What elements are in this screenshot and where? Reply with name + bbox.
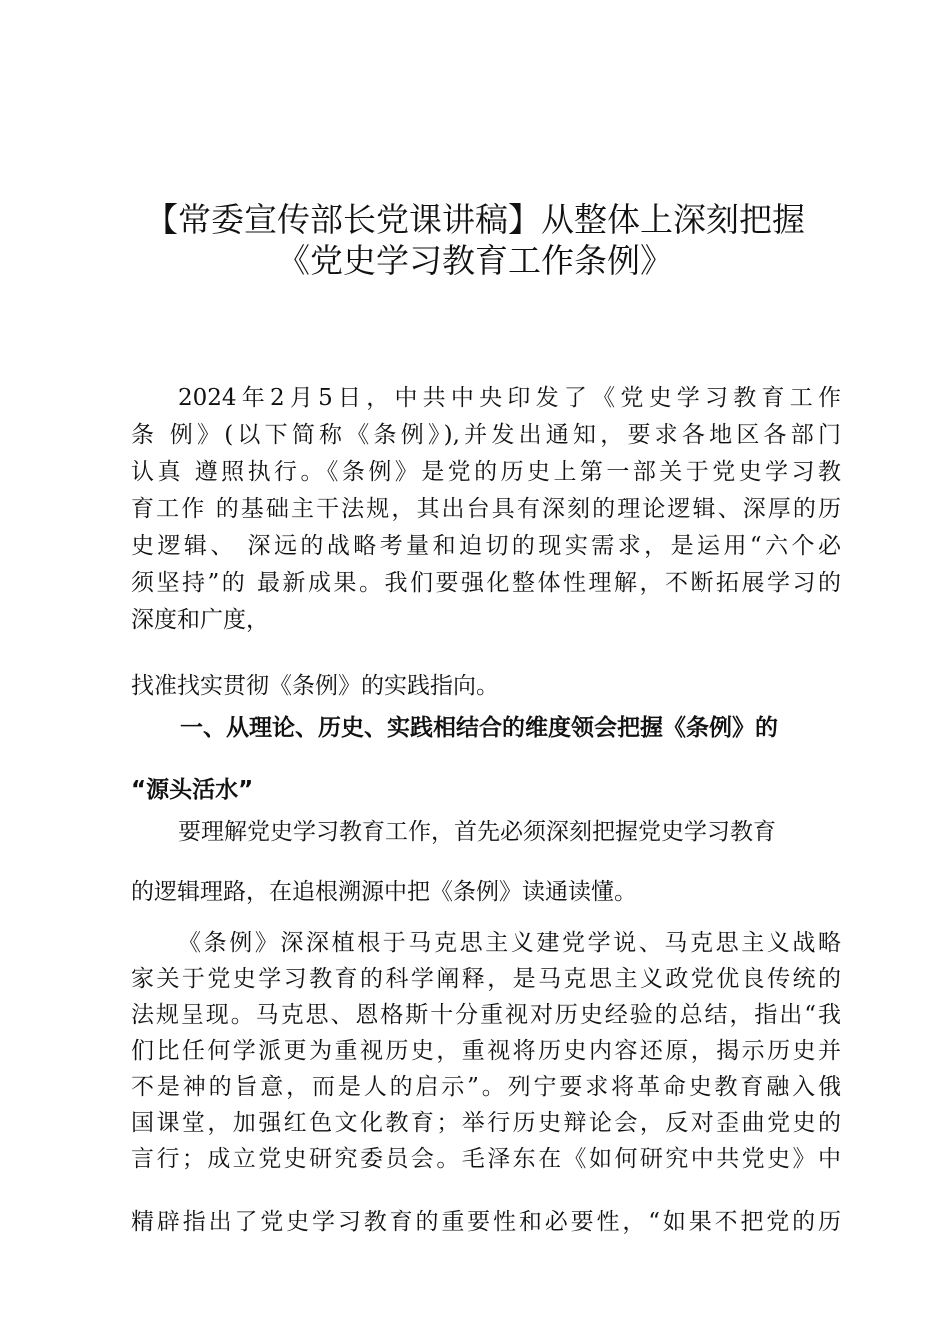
para3-line-6: 国课堂，加强红色文化教育；举行历史辩论会，反对歪曲党史的	[131, 1110, 841, 1136]
para2-line-1: 要理解党史学习教育工作，首先必须深刻把握党史学习教育	[178, 819, 776, 845]
intro-line-3: 认真 遵照执行。《条例》是党的历史上第一部关于党史学习教	[131, 459, 841, 485]
intro-line-2: 条 例》(以下简称《条例》),并发出通知，要求各地区各部门	[131, 422, 841, 448]
para3-line-3: 法规呈现。马克思、恩格斯十分重视对历史经验的总结，指出“我	[131, 1002, 841, 1028]
intro-line-4: 育工作 的基础主干法规，其出台具有深刻的理论逻辑、深厚的历	[131, 496, 841, 522]
intro-line-7: 深度和广度，	[131, 607, 269, 633]
intro-tail: 找准找实贯彻《条例》的实践指向。	[131, 673, 499, 699]
intro-line-6: 须坚持”的 最新成果。我们要强化整体性理解，不断拓展学习的	[131, 570, 841, 596]
document-title-line-2: 《党史学习教育工作条例》	[277, 241, 673, 280]
para3-line-4: 们比任何学派更为重视历史，重视将历史内容还原，揭示历史并	[131, 1038, 841, 1064]
intro-line-1: 2024年2月5日，中共中央印发了《党史学习教育工作	[178, 385, 841, 411]
para2-line-2: 的逻辑理路，在追根溯源中把《条例》读通读懂。	[131, 879, 637, 905]
para3-line-5: 不是神的旨意，而是人的启示”。列宁要求将革命史教育融入俄	[131, 1074, 841, 1100]
document-title-line-1: 【常委宣传部长党课讲稿】从整体上深刻把握	[145, 200, 805, 239]
para3-line-1: 《条例》深深植根于马克思主义建党学说、马克思主义战略	[178, 930, 841, 956]
section-heading-line-2: “源头活水”	[131, 777, 254, 803]
para3-line-2: 家关于党史学习教育的科学阐释，是马克思主义政党优良传统的	[131, 966, 841, 992]
intro-line-5: 史逻辑、 深远的战略考量和迫切的现实需求，是运用“六个必	[131, 533, 841, 559]
section-heading-line-1: 一、从理论、历史、实践相结合的维度领会把握《条例》的	[180, 715, 778, 741]
para3-line-8: 精辟指出了党史学习教育的重要性和必要性，“如果不把党的历	[131, 1209, 841, 1235]
para3-line-7: 言行；成立党史研究委员会。毛泽东在《如何研究中共党史》中	[131, 1146, 841, 1172]
